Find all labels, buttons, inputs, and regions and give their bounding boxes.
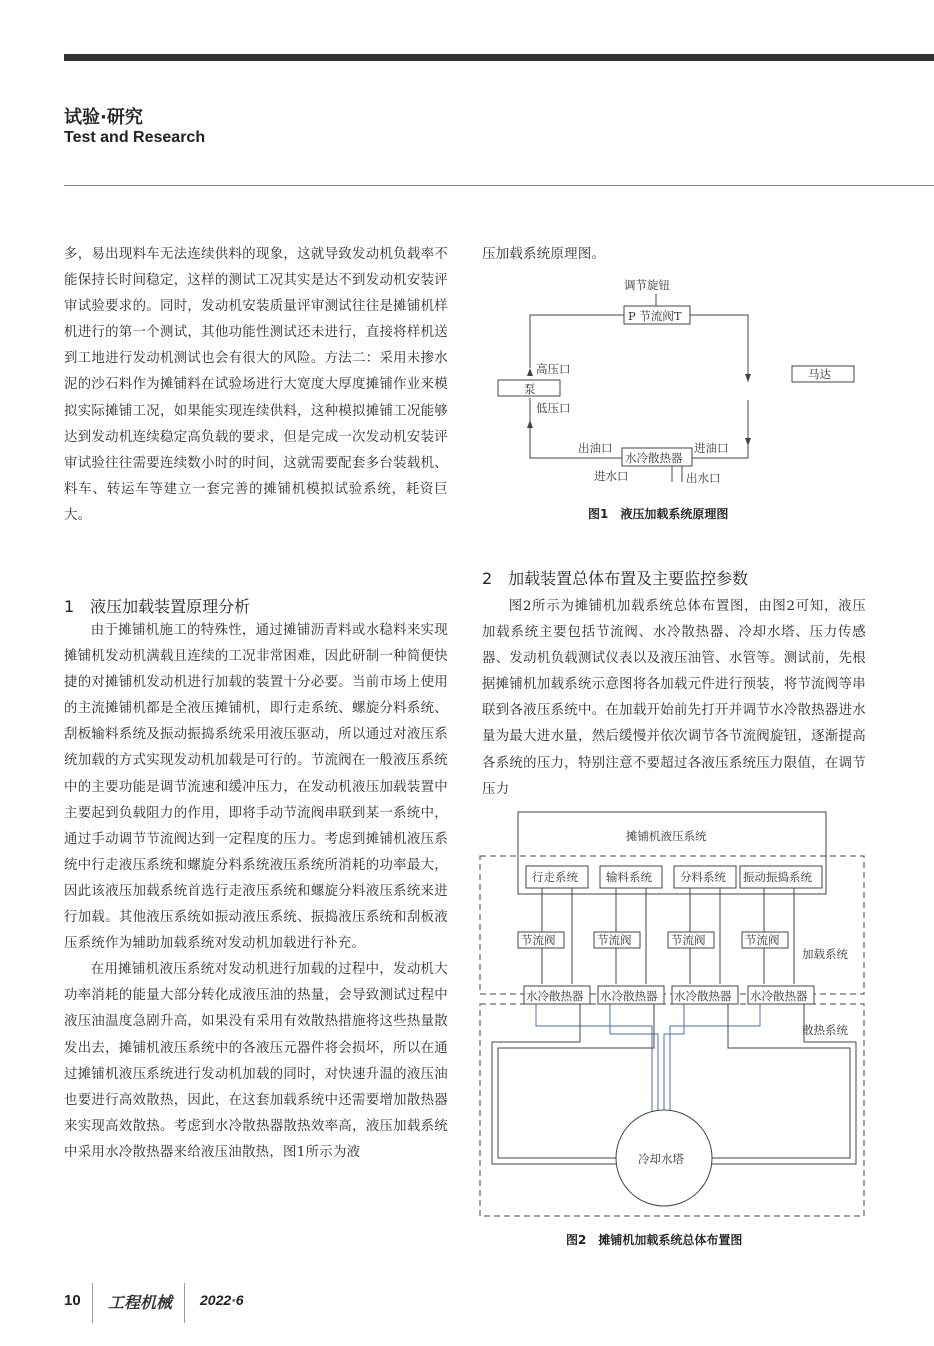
- fig1-low-port: 低压口: [536, 401, 571, 415]
- fig2-valve-1-label: 节流阀: [521, 933, 556, 947]
- fig1-water-in: 进水口: [594, 469, 629, 483]
- figure-1-diagram: [482, 270, 882, 500]
- fig1-pump-label: 泵: [524, 382, 536, 396]
- fig2-tower-label: 冷却水塔: [638, 1152, 684, 1166]
- fig2-subsystem-travel-label: 行走系统: [532, 870, 578, 884]
- fig1-valve-label: P 节流阀T: [628, 309, 682, 323]
- fig2-subsystem-conveyor-label: 输料系统: [606, 870, 652, 884]
- figure-2-caption: 图2 摊铺机加载系统总体布置图: [566, 1233, 743, 1247]
- top-rule: [64, 54, 934, 61]
- paragraph-intro: 压加载系统原理图。: [482, 247, 606, 262]
- paragraph-1: 多，易出现料车无法连续供料的现象，这就导致发动机负载率不能保持长时间稳定，这样的测试工况其实是达不到发动机安装评审试验要求的。同时，发动机安装质量评审测试往往是摊铺机样机进行的第一个测试，其他功能性测试还未进行，直接将样机送到工地进行发动机测试也会有很大的风险。方法二：采用未掺水泥的沙石料作为摊铺料在试验场进行大宽度大厚度摊铺作业来模拟实际摊铺工况，如果能实现连续供料，这种模拟摊铺工况能够达到发动机连续稳定高负载的要求，但是完成一次发动机安装评审试验往往需要连续数小时的时间，这就需要配套多台装载机、料车、转运车等建立一套完善的摊铺机模拟试验系统，耗资巨大。: [64, 247, 448, 523]
- fig1-oil-out: 出油口: [578, 441, 613, 455]
- fig1-motor-label: 马达: [808, 367, 831, 381]
- fig2-valve-4-label: 节流阀: [745, 933, 780, 947]
- fig1-cooler-label: 水冷散热器: [625, 451, 683, 465]
- left-col-body: [64, 618, 448, 1166]
- fig2-cooler-3-label: 水冷散热器: [674, 989, 732, 1003]
- left-col-top: [64, 242, 448, 529]
- heading-1: 1 液压加载装置原理分析: [64, 597, 251, 616]
- heading-2: 2 加载装置总体布置及主要监控参数: [482, 569, 749, 588]
- fig2-cooler-2-label: 水冷散热器: [600, 989, 658, 1003]
- fig2-cooler-4-label: 水冷散热器: [750, 989, 808, 1003]
- fig2-subsystem-vibration-label: 振动振捣系统: [743, 870, 812, 884]
- fig2-subsystem-auger-label: 分料系统: [680, 870, 726, 884]
- paragraph-2: 由于摊铺机施工的特殊性，通过摊铺沥青料或水稳料来实现摊铺机发动机满载且连续的工况非常困难，因此研制一种简便快捷的对摊铺机发动机进行加载的装置十分必要。当前市场上使用的主流摊铺机都是全液压摊铺机，即行走系统、螺旋分料系统、刮板输料系统及振动振捣系统采用液压驱动，所以通过对液压系统加载的方式实现发动机加载是可行的。节流阀在一般液压系统中的主要功能是调节流速和缓冲压力，在发动机液压加载装置中主要起到负载阻力的作用，即将手动节流阀串联到某一系统中，通过手动调节节流阀达到一定程度的压力。考虑到摊铺机液压系统中行走液压系统和螺旋分料系统液压系统所消耗的功率最大，因此该液压加载系统首选行走液压系统和螺旋分料液压系统来进行加载。其他液压系统如振动液压系统、振捣液压系统和刮板液压系统作为辅助加载系统对发动机加载进行补充。: [64, 623, 448, 952]
- section-title-en: Test and Research: [64, 129, 206, 146]
- footer-separator-2: [184, 1283, 185, 1323]
- issue-number: 2022·6: [200, 1292, 244, 1308]
- section-title-cn: 试验·研究: [64, 107, 143, 128]
- figure-2-diagram: [476, 808, 876, 1222]
- fig2-hydraulic-label: 摊铺机液压系统: [626, 829, 707, 843]
- fig2-load-system-label: 加载系统: [802, 947, 848, 961]
- footer-separator: [92, 1283, 93, 1323]
- fig1-knob-label: 调节旋钮: [624, 278, 670, 292]
- fig1-water-out: 出水口: [686, 471, 721, 485]
- fig2-valve-2-label: 节流阀: [597, 933, 632, 947]
- right-col-body: [482, 594, 866, 803]
- journal-name: 工程机械: [108, 1293, 173, 1312]
- fig2-heat-system-label: 散热系统: [802, 1023, 848, 1037]
- fig2-cooler-1-label: 水冷散热器: [526, 989, 584, 1003]
- right-col-intro: [482, 242, 866, 268]
- header-divider: [64, 185, 934, 186]
- figure-1-caption: 图1 液压加载系统原理图: [588, 507, 729, 521]
- paragraph-3: 在用摊铺机液压系统对发动机进行加载的过程中，发动机大功率消耗的能量大部分转化成液压油的热量，会导致测试过程中液压油温度急剧升高，如果没有采用有效散热措施将这些热量散发出去，摊铺机液压系统中的各液压元器件将会损坏，所以在通过摊铺机液压系统进行发动机加载的同时，对快速升温的液压油也要进行高效散热，因此，在这套加载系统中还需要增加散热器来实现高效散热。考虑到水冷散热器散热效率高，液压加载系统中采用水冷散热器来给液压油散热，图1所示为液: [64, 962, 448, 1160]
- page-number: 10: [64, 1292, 81, 1309]
- fig2-valve-3-label: 节流阀: [671, 933, 706, 947]
- paragraph-4: 图2所示为摊铺机加载系统总体布置图，由图2可知，液压加载系统主要包括节流阀、水冷散热器、冷却水塔、压力传感器、发动机负载测试仪表以及液压油管、水管等。测试前，先根据摊铺机加载系统示意图将各加载元件进行预装，将节流阀等串联到各液压系统中。在加载开始前先打开并调节水冷散热器进水量为最大进水量，然后缓慢并依次调节各节流阀旋钮，逐渐提高各系统的压力，特别注意不要超过各液压系统压力限值，在调节压力: [482, 599, 866, 797]
- fig1-oil-in: 进油口: [694, 441, 729, 455]
- fig1-high-port: 高压口: [536, 362, 571, 376]
